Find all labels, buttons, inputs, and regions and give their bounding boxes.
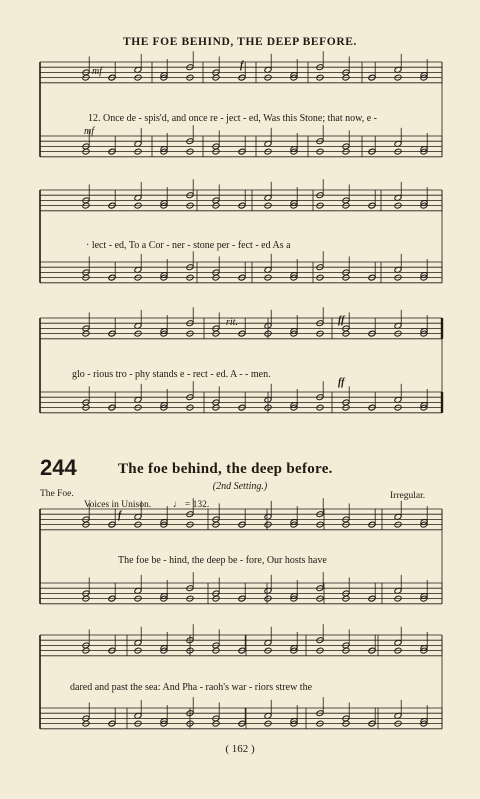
tempo-marking: ♩ = 132.: [173, 500, 210, 510]
page-number: ( 162 ): [225, 743, 255, 755]
voice-direction: Voices in Unison.: [84, 500, 152, 510]
dynamic-f-hymn: f: [118, 510, 122, 521]
hymn-number: 244: [40, 455, 77, 480]
dynamic-mf-bass: mf: [84, 126, 94, 137]
hymn-lyric-line-1: The foe be - hind, the deep be - fore, Our hosts have: [118, 555, 327, 566]
lyric-line-1: 12. Once de - spis'd, and once re - ject - ed, Was this Stone; that now, e -: [88, 113, 377, 124]
dynamic-ff-bass: ff: [338, 377, 345, 388]
tune-name: The Foe.: [40, 489, 74, 499]
dynamic-mf-top: mf: [92, 66, 102, 77]
lyric-line-3: glo - rious tro - phy stands e - rect - ed. A - - men.: [72, 369, 271, 380]
hymn-setting: (2nd Setting.): [212, 481, 268, 492]
hymn-title: The foe behind, the deep before.: [118, 461, 333, 477]
hymn-lyric-line-2: dared and past the sea: And Pha - raoh's war - riors strew the: [70, 682, 313, 693]
dynamic-ff-top: ff: [338, 315, 345, 326]
lyric-line-2: · lect - ed, To a Cor - ner - stone per - fect - ed As a: [86, 240, 291, 251]
dynamic-rit: rit.: [226, 317, 238, 328]
dynamic-f: f: [240, 60, 244, 71]
running-header: THE FOE BEHIND, THE DEEP BEFORE.: [122, 36, 358, 48]
meter: Irregular.: [390, 491, 426, 501]
